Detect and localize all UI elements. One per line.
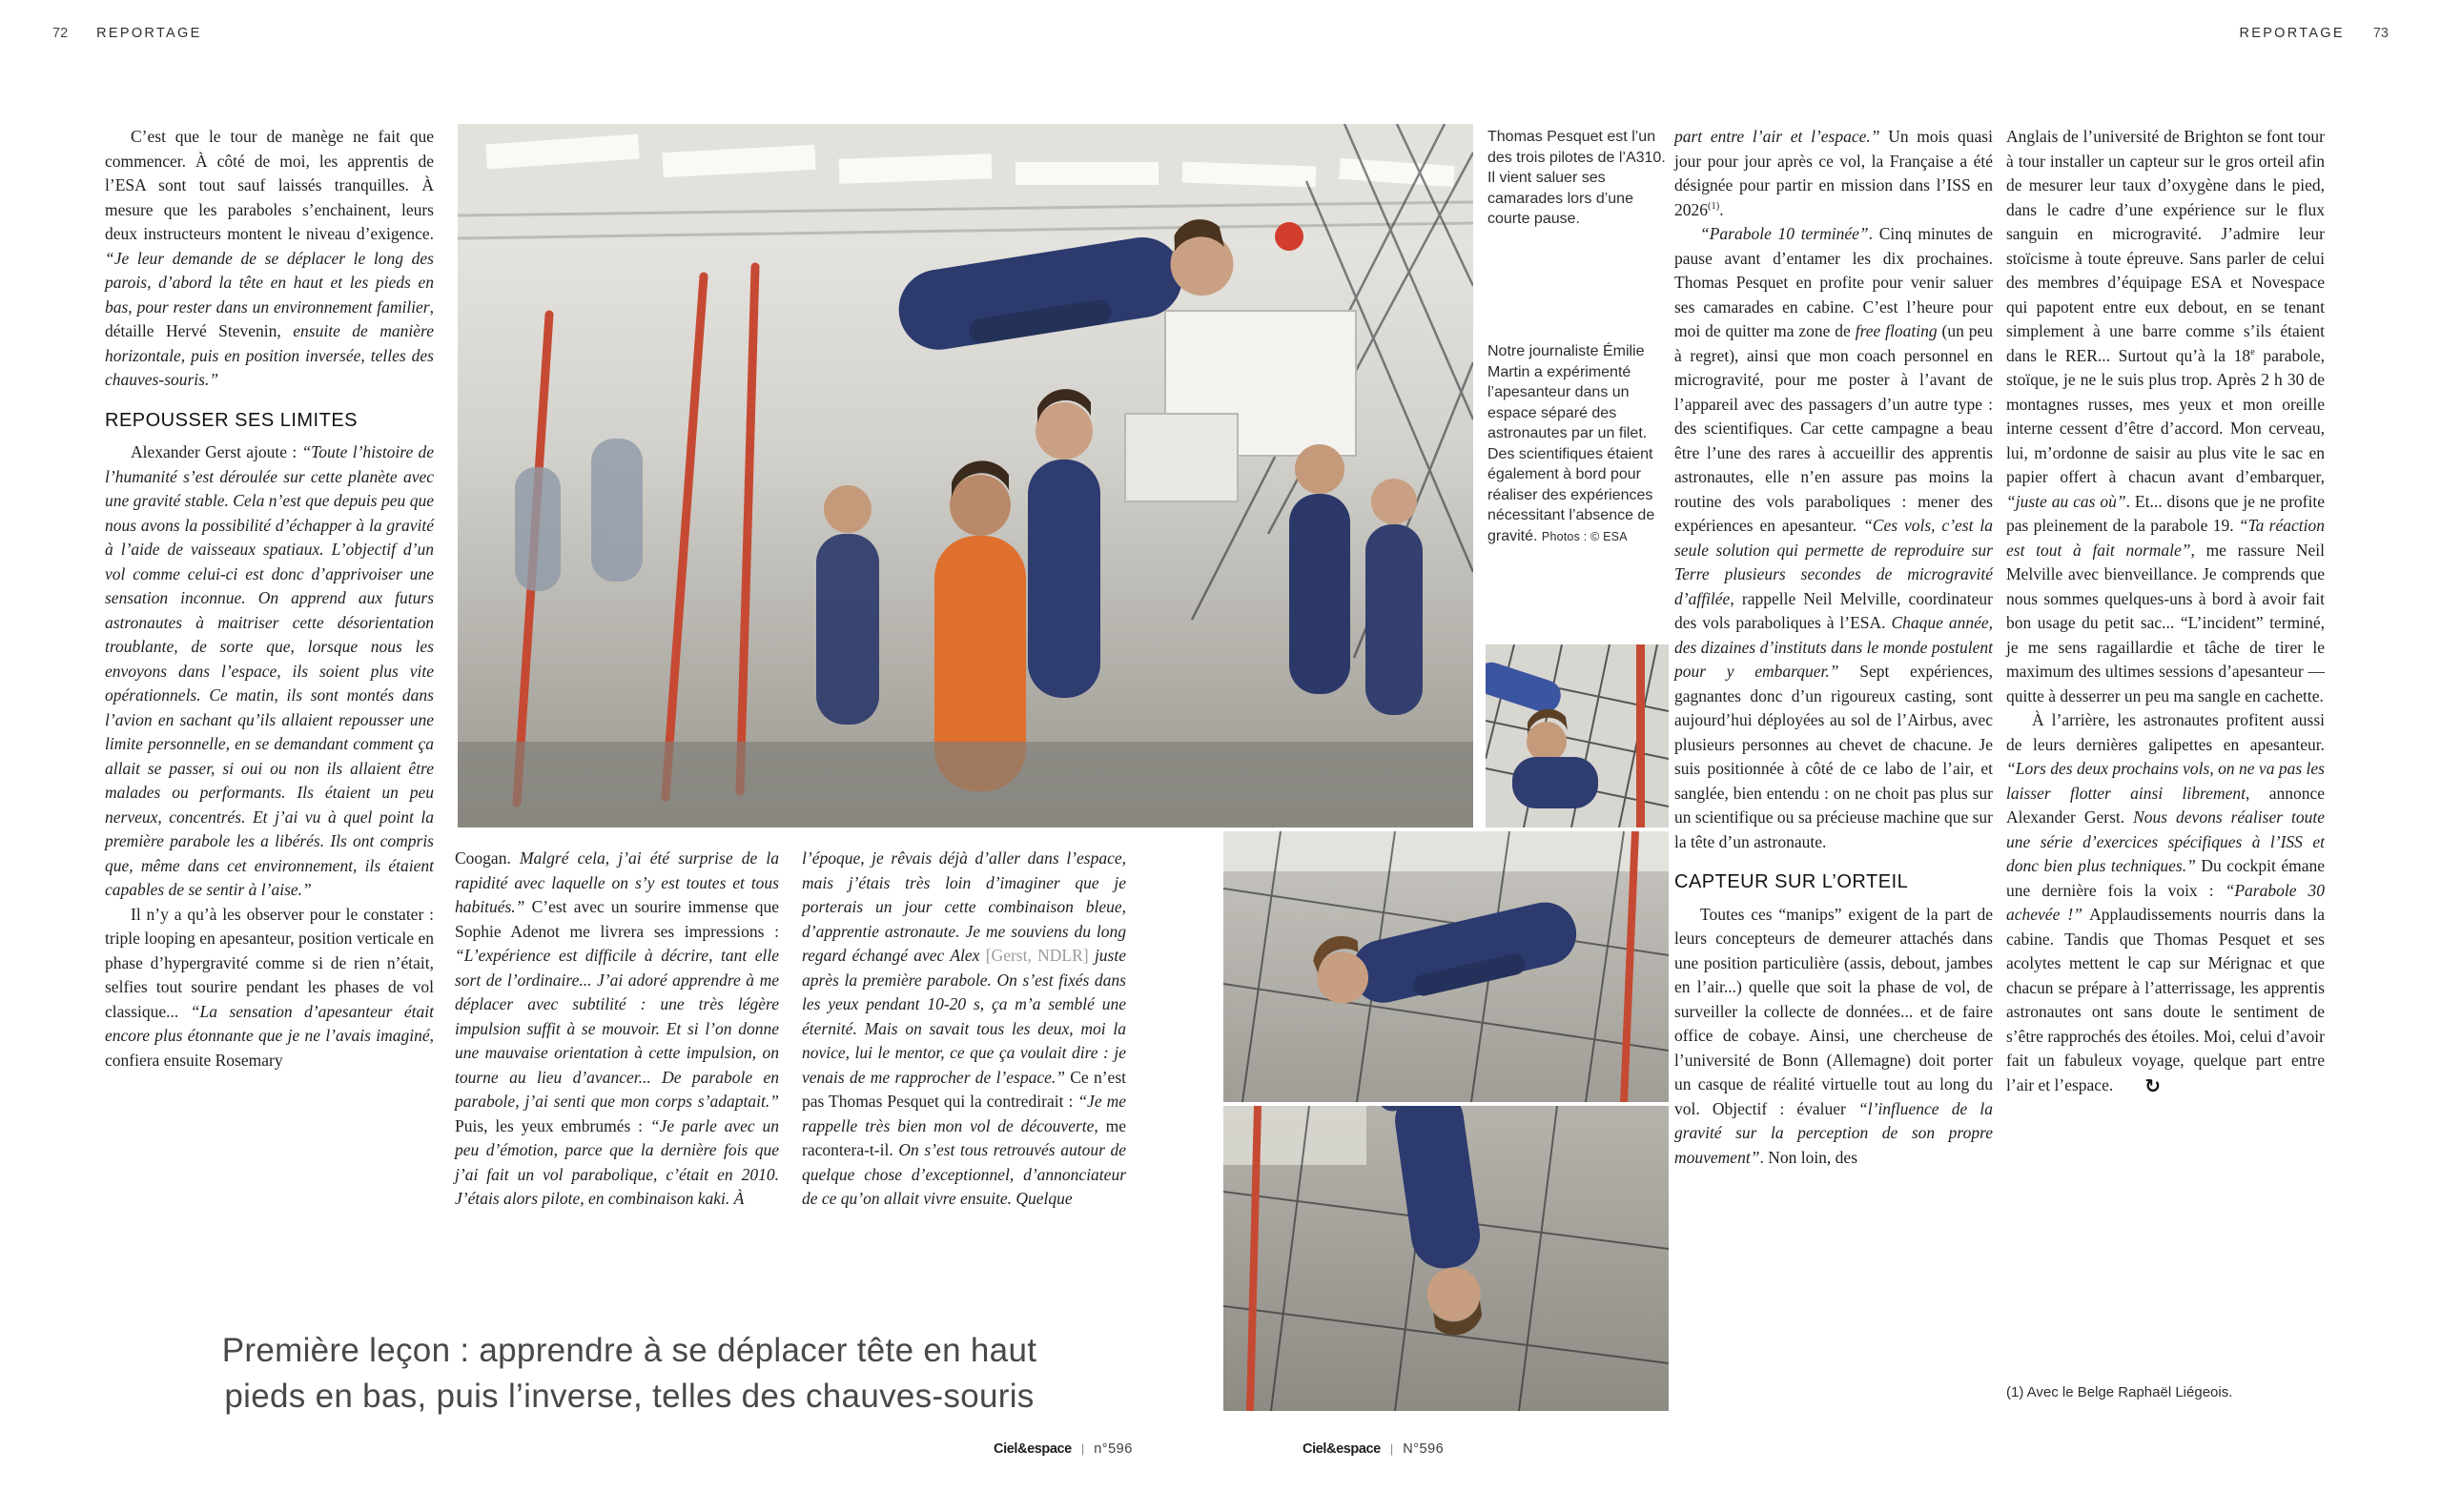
paragraph: Toutes ces “manips” exigent de la part de leurs concepteurs de demeurer attachés dans une position particulière (assis, debout, jambes en l’air...) quelle que soit la phase de vol, de surveiller la collecte de données... et de faire office de cobaye. Ainsi, une chercheuse de l’université de Bonn (Allemagne) doit porter un casque de réalité virtuelle tout au long du vol. Objectif : évaluer “l’influence de la gravité sur la perception de son propre mouvement”. Non loin, des: [1674, 904, 1993, 1167]
paragraph: Il n’y a qu’à les observer pour le constater : triple looping en apesanteur, position verticale en phase d’hypergravité comme si de rien n’était, selfies tout sourire pendant les phases de vol classique... “La sensation d’apesanteur était encore plus étonnante que je ne l’avais imaginé, confiera ensuite Rosemary: [105, 904, 434, 1070]
photo-floating-astronaut-2: [1223, 1106, 1669, 1411]
paragraph: C’est que le tour de manège ne fait que commencer. À côté de moi, les apprentis de l’ESA sont tout sauf laissés tranquilles. À mesure que les paraboles s’enchainent, leurs deux instructeurs montent le niveau d’exigence. “Je leur demande de se déplacer le long des parois, d’abord la tête en haut et les pieds en bas, pour rester dans un environnement familier, détaille Hervé Stevenin, ensuite de manière horizontale, puis en position inversée, telles des chauves-souris.”: [105, 127, 434, 389]
left-page-column-2: [455, 847, 779, 1212]
photo-journalist-net: [1486, 644, 1669, 828]
right-page-column-2: [2006, 125, 2325, 1097]
subheading-repousser-ses-limites: REPOUSSER SES LIMITES: [105, 409, 359, 431]
paragraph: part entre l’air et l’espace.” Un mois quasi jour pour jour après ce vol, la Française a été désignée pour partir en mission dans l’ISS en 2026$^{(1)}$.: [1674, 127, 1993, 219]
photo-float1-illustration: [1223, 831, 1669, 1102]
running-head-left: [52, 26, 202, 41]
photo-float2-illustration: [1223, 1106, 1669, 1411]
footer-separator-left: |: [1080, 1441, 1085, 1456]
left-page-column-1: [105, 125, 434, 1073]
paragraph: “Parabole 10 terminée”. Cinq minutes de pause avant d’entamer les dix prochaines. Thomas Pesquet en profite pour venir saluer ses camarades en cabine. C’est l’heure pour moi de quitter ma zone de free floating (un peu à regret), ainsi que mon coach personnel en microgravité, pour me poster à l’avant de l’appareil avec des passagers d’un autre type : des scientifiques. Car cette campagne a beau être l’une des rares à accueillir des apprentis astronautes, elle n’en assure pas moins la routine des vols paraboliques : mener des expériences en apesanteur. “Ces vols, c’est la seule solution qui permette de reproduire sur Terre plusieurs secondes de microgravité d’affilée, rappelle Neil Melville, coordinateur des vols paraboliques à l’ESA. Chaque année, des dizaines d’instituts dans le monde postulent pour y embarquer.” Sept expériences, gagnantes donc d’un rigoureux casting, sont aujourd’hui déployées au sol de l’Airbus, avec plusieurs personnes au chevet de chacune. Je suis positionnée à côté de ce labo de l’air, et sanglée, bien entendu : on ne choit pas plus sur un scientifique ou sa précieuse machine que sur la tête d’un astronaute.: [1674, 224, 1993, 851]
caption-journalist: Notre journaliste Émilie Martin a expérimenté l’apesanteur dans un espace séparé des astronautes par un filet. Des scientifiques étaient également à bord pour réaliser des expériences nécessitant l’absence de gravité. Photos : © ESA: [1487, 343, 1655, 544]
left-page-column-3: [802, 847, 1126, 1212]
caption-pesquet: Thomas Pesquet est l’un des trois pilotes de l’A310. Il vient saluer ses camarades lors d’une courte pause.: [1487, 129, 1666, 227]
running-head-right: [2239, 26, 2389, 41]
footer-left: [994, 1441, 1133, 1457]
closing-paragraph: [2006, 708, 2325, 1097]
paragraph: l’époque, je rêvais déjà d’aller dans l’espace, mais j’étais très loin d’imaginer que je porterais un jour cette combinaison bleue, d’apprentie astronaute. Je me souviens du long regard échangé avec Alex [Gerst, NDLR] juste après la première parabole. On s’est fixés dans les yeux pendant 10-20 s, ça m’a semblé une éternité. Mais on savait tous les deux, moi la novice, lui le mentor, ce que ça voulait dire : je venais de me rapprocher de l’espace.” Ce n’est pas Thomas Pesquet qui la contredirait : “Je me rappelle très bien mon vol de découverte, me racontera-t-il. On s’est tous retrouvés autour de quelque chose d’exceptionnel, d’annonciateur de ce qu’on allait vivre ensuite. Quelque: [802, 848, 1127, 1208]
footer-right: [1303, 1441, 1444, 1457]
photo-main-illustration: [458, 124, 1473, 828]
photo-net-illustration: [1486, 644, 1669, 828]
publication-logo-right: Ciel&espace: [1303, 1441, 1381, 1457]
issue-number-left: n°596: [1094, 1441, 1133, 1457]
pull-quote-line-2: pieds en bas, puis l’inverse, telles des chauves-souris: [224, 1378, 1035, 1415]
footnote: (1) Avec le Belge Raphaël Liégeois.: [2006, 1384, 2233, 1400]
section-label-left: REPORTAGE: [96, 26, 202, 41]
pull-quote-line-1: Première leçon : apprendre à se déplacer tête en haut: [221, 1332, 1037, 1369]
issue-number-right: N°596: [1403, 1441, 1445, 1457]
pull-quote: [133, 1328, 1125, 1420]
end-of-article-icon: ↻: [2144, 1073, 2161, 1097]
right-page-column-1: [1674, 125, 1993, 1170]
paragraph: Coogan. Malgré cela, j’ai été surprise de la rapidité avec laquelle on s’y est toutes et tous habitués.” C’est avec un sourire immense que Sophie Adenot me livrera ses impressions : “L’expérience est difficile à décrire, tant elle sort de l’ordinaire... J’ai adoré apprendre à me déplacer avec subtilité : une très légère impulsion suffit à se mouvoir. Et si l’on donne une mauvaise orientation à cette impulsion, on tourne au lieu d’avancer... De parabole en parabole, j’ai senti que mon corps s’adaptait.” Puis, les yeux embrumés : “Je parle avec un peu d’émotion, parce que la dernière fois que j’ai fait un vol parabolique, c’était en 2010. J’étais alors pilote, en combinaison kaki. À: [455, 848, 780, 1208]
publication-logo-left: Ciel&espace: [994, 1441, 1072, 1457]
footer-separator-right: |: [1389, 1441, 1394, 1456]
page-number-right: 73: [2372, 26, 2389, 41]
photo-floating-astronaut-1: [1223, 831, 1669, 1102]
photo-main-cabin: [458, 124, 1473, 828]
paragraph: Alexander Gerst ajoute : “Toute l’histoire de l’humanité s’est déroulée sur cette planète avec une gravité stable. Cela n’est que depuis peu que nous avons la possibilité d’échapper à la gravité à l’aide de vaisseaux spatiaux. L’objectif d’un vol comme celui-ci est donc d’apprivoiser une sensation inconnue. On apprend aux futurs astronautes à maitriser cette désorientation troublante, de sorte que, lorsque nous les envoyons dans l’espace, ils soient plus vite opérationnels. Ce matin, ils sont montés dans l’avion en sachant qu’ils allaient repousser une limite personnelle, en se demandant comment ça allait se passer, si oui ou non ils allaient être malades ou performants. Ils étaient un peu nerveux, concentrés. Et j’ai vu à quel point la première parabole les a libérés. Ils ont compris que, même dans cet environnement, ils étaient capables de se sentir à l’aise.”: [105, 442, 434, 899]
subheading-capteur-sur-orteil: CAPTEUR SUR L’ORTEIL: [1674, 871, 1909, 892]
section-label-right: REPORTAGE: [2239, 26, 2345, 41]
closing-paragraph-text: À l’arrière, les astronautes profitent aussi de leurs dernières galipettes en apesanteur. “Lors des deux prochains vols, on ne va pas les laisser flotter ainsi librement, annonce Alexander Gerst. Nous devons réaliser toute une série d’exercices spécifiques à l’ISS et donc bien plus techniques.” Du cockpit émane une dernière fois la voix : “Parabole 30 achevée !” Applaudissements nourris dans la cabine. Tandis que Thomas Pesquet et ses acolytes mettent le cap sur Mérignac et que chacun se prépare à l’atterrissage, les apprentis astronautes ont sans doute le sentiment de s’être rapprochés des étoiles. Moi, celui d’avoir fait un fabuleux voyage, quelque part entre l’air et l’espace.: [2006, 710, 2326, 1094]
page-number-left: 72: [52, 26, 69, 41]
paragraph: Anglais de l’université de Brighton se font tour à tour installer un capteur sur le gros orteil afin de mesurer leur taux d’oxygène dans le pied, dans le cadre d’une expérience sur le flux sanguin en microgravité. J’admire leur stoïcisme à toute épreuve. Sans parler de celui des membres d’équipage ESA et Novespace qui papotent entre eux debout, en se tenant simplement à une barre comme s’ils étaient dans le RER... Surtout qu’à la 18e parabole, stoïque, je ne le suis plus trop. Après 2 h 30 de montagnes russes, mes yeux et mon oreille interne cessent d’être d’accord. Mon cerveau, lui, m’ordonne de saisir au plus vite le sac en papier offert à chacun avant d’embarquer, “juste au cas où”. Et... disons que je ne profite pas pleinement de la parabole 19. “Ta réaction est tout à fait normale”, me rassure Neil Melville avec bienveillance. Je comprends que nous sommes quelques-uns à bord à avoir fait bon usage du petit sac... “L’incident” terminé, je me sens ragaillardie et tâche de tirer le maximum des ultimes sessions d’apesanteur — quitte à desserrer un peu ma sangle en cachette.: [2006, 127, 2326, 705]
